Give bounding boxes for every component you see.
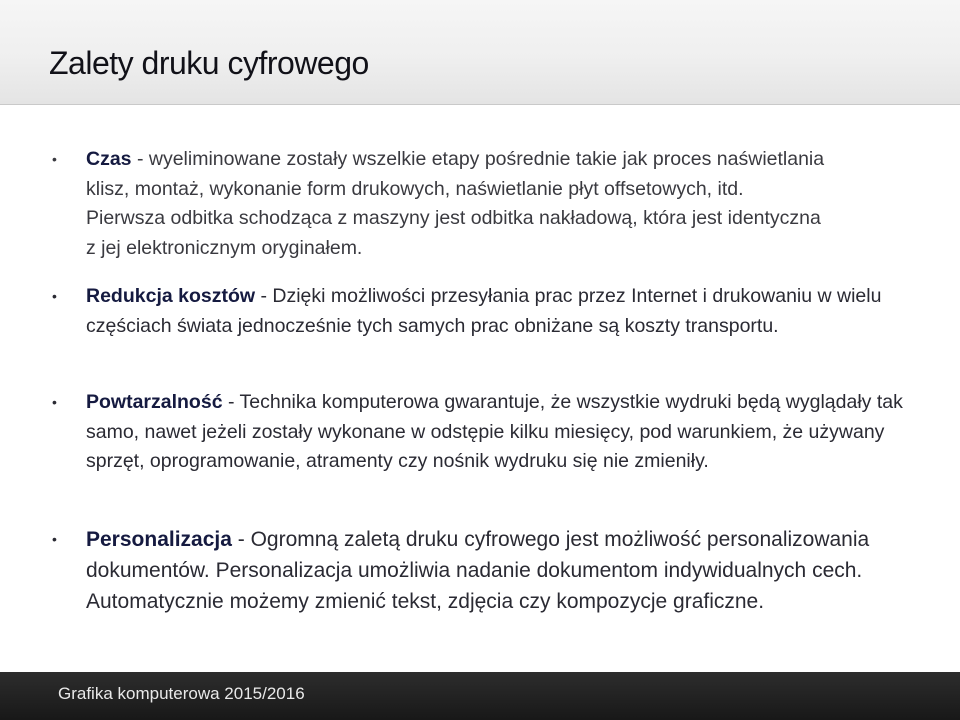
bullet-dot-icon: •: [52, 151, 57, 167]
bullet-powtarzalnosc: [52, 388, 932, 477]
bullet-term: Czas: [86, 148, 132, 170]
footer-text: Grafika komputerowa 2015/2016: [58, 684, 305, 703]
slide-title: Zalety druku cyfrowego: [49, 45, 369, 81]
bullet-text: - wyeliminowane zostały wszelkie etapy pośrednie takie jak proces naświetlania klisz, montaż, wykonanie form drukowych, naświetlanie płyt offsetowych, itd. Pierwsza odbitka schodząca z maszyny jest odbitka nakładową, która jest identyczna z jej elektronicznym oryginałem.: [86, 148, 825, 259]
footer-bar: [0, 672, 960, 720]
bullet-text: - Technika komputerowa gwarantuje, że wszystkie wydruki będą wyglądały tak samo, nawet jeżeli zostały wykonane w odstępie kilku miesięcy, pod warunkiem, że używany sprzęt, oprogramowanie, atramenty czy nośnik wydruku się nie zmieniły.: [86, 391, 903, 473]
bullet-text: - Dzięki możliwości przesyłania prac przez Internet i drukowaniu w wielu częściach świata jednocześnie tych samych prac obniżane są koszty transportu.: [86, 285, 882, 337]
bullet-dot-icon: •: [52, 394, 57, 410]
bullet-redukcja-kosztow: [52, 282, 932, 341]
bullet-text: - Ogromną zaletą druku cyfrowego jest możliwość personalizowania dokumentów. Personalizacja umożliwia nadanie dokumentom indywidualnych cech. Automatycznie możemy zmienić tekst, zdjęcia czy kompozycje graficzne.: [86, 528, 870, 613]
bullet-term: Redukcja kosztów: [86, 285, 256, 307]
bullet-term: Powtarzalność: [86, 391, 223, 413]
bullet-personalizacja: [52, 524, 932, 617]
bullet-dot-icon: •: [52, 531, 57, 547]
bullet-czas: [52, 145, 826, 263]
title-band: [0, 0, 960, 105]
bullet-term: Personalizacja: [86, 528, 232, 551]
bullet-dot-icon: •: [52, 288, 57, 304]
